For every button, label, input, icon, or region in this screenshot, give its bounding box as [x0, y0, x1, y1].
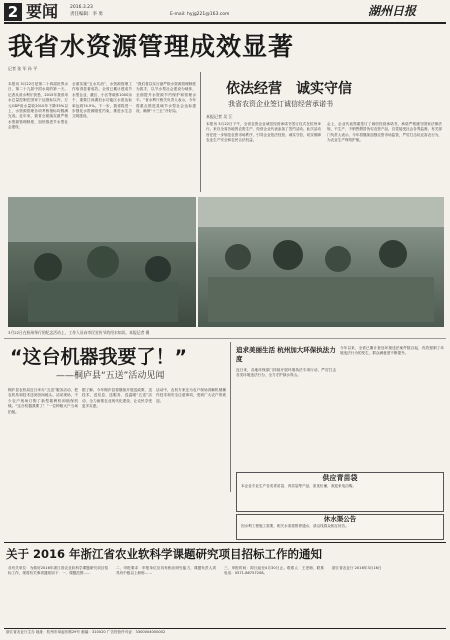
- footer-text: 浙江省农业厅主办 地址：杭州市凤起东路29号 邮编：310020 广告经营许可证：3300004000002: [6, 630, 166, 634]
- article-1-photo-left: [8, 197, 196, 327]
- article-4-headline: 追求美丽生活 杭州加大环保执法力度: [236, 346, 336, 363]
- article-1-col-1: 本报讯 3月22日是第二十四届世界水日，第二十九届中国水周的第一天。记者从省水利厅获悉，2015年我省用水总量控制在国家下达指标以内，万元GDP用水量较2010年下降35%以上，水资源管理各项考核指标均圆满完成。近年来，我省全面落实最严格水资源管理制度，加快推进节水型社会建设，: [8, 82, 68, 130]
- article-2-byline: 本报记者 吴 江: [206, 114, 233, 119]
- article-2-subheadline: 我省农资企业签订诚信经营承诺书: [228, 100, 333, 108]
- editor-line: 责任编辑：李 勇: [70, 12, 103, 17]
- article-3-headline: “这台机器我要了！”: [10, 346, 187, 368]
- bottom-notice-col-2: 二、申报要求：申报单位应具有相应研究能力，课题负责人须具有中级以上职称……: [116, 566, 216, 576]
- article-3-col-1: 桐庐县农机局近日举办“五送”服务活动，把农机具和技术送到田间地头。活动现场，不少农户现场订购了新型插秧机和植保机械。“这台机器我要了！”一位种粮大户当场拍板。: [8, 388, 78, 414]
- article-1-photo-caption: 3月22日在杭州举行的纪念活动上，工作人员向市民宣传节约用水知识。本报记者 摄: [8, 330, 150, 335]
- article-3-col-3: 活动中，农机专家还为农户现场讲解机械操作技术和安全注意事项，受到广大农户的欢迎。: [156, 388, 226, 403]
- article-1-col-3: “我们将以实行最严格水资源管理制度为抓手，以节水型社会建设为载体，全面提升水资源节约保护和管理水平。”省水利厅相关负责人表示，今年将重点推进县域节水型社会达标建设，确保“十三五”开好局。: [136, 82, 196, 114]
- article-1-headline: 我省水资源管理成效显著: [8, 32, 295, 61]
- bottom-notice-headline: 关于 2016 年浙江省农业软科学课题研究项目招标工作的通知: [6, 547, 323, 561]
- issue-date: 2016.3.23: [70, 5, 93, 10]
- article-4-col-1: 连日来，各地环保部门持续开展环境执法专项行动，严厉打击各类环境违法行为，全力守护绿水青山。: [236, 368, 336, 378]
- bottom-notice-col-4: 浙江省农业厅 2016年3月16日: [332, 566, 382, 570]
- article-1-col-2: 全面实施“五水共治”，水资源管理工作取得显著成效。全省已累计建成节水型企业、灌区、小区等载体1000余个，重要江河湖泊水功能区水质达标率达到74.5%。下一步，我省将进一步强化水资源刚性约束，推进水生态文明建设。: [72, 82, 132, 119]
- supply-ad-title: 供应青苗袋: [322, 474, 358, 482]
- section-title: 要闻: [26, 2, 59, 21]
- article-1-byline: 记者 张 军 孙 平: [8, 66, 38, 71]
- supply-ad-text: 本企业专业生产各类青苗袋、育苗袋等产品，质优价廉，欢迎来电洽购。: [241, 484, 356, 488]
- newspaper-logo: 湖州日报: [368, 4, 417, 18]
- bottom-notice-col-1: 各有关单位：为做好2016年浙江省农业软科学课题研究项目招标工作，现将有关事项通知如下：一、课题范围……: [8, 566, 108, 576]
- article-3-col-2: 据了解，今年桐庐县将继续开展送政策、送技术、送信息、送服务、送温暖“五送”活动，全力助推农业现代化建设，让农民享受更多实惠。: [82, 388, 152, 409]
- article-2-col-1: 本报讯 3月22日下午，全省农资企业诚信经营承诺书签订仪式在杭州举行。来自全省各地的农资生产、经营企业代表参加了签约活动。此次活动旨在进一步规范农资市场秩序，引导企业依法经营、诚实守信，切实保障农业生产安全和农民合法权益。: [206, 122, 321, 143]
- bottom-notice-col-3: 三、申报时间：即日起至4月30日止。联系人：王老师，联系电话：0571-86757208。: [224, 566, 324, 576]
- notice-ad: [236, 514, 444, 540]
- notice-ad-text: 因水利工程施工需要，相关水渠将暂停通水，请沿线群众相互转告。: [241, 524, 349, 528]
- supply-ad: [236, 472, 444, 512]
- article-1-photo-right: [198, 197, 444, 327]
- email-line: E-mail: hyjg221@163.com: [170, 12, 230, 17]
- notice-ad-title: 休水渠公告: [323, 515, 357, 523]
- article-4-col-2: 今年以来，全省已累计查处环境违法案件数百起，有效遏制了环境违法行为的发生，群众满意度不断提升。: [340, 346, 444, 356]
- article-2-col-2: 会上，企业代表郑重签订了诚信经营承诺书，承诺严格遵守国家法律法规，不生产、不销售假冒伪劣农资产品，自觉接受社会各界监督。有关部门负责人表示，今年将继续加强农资市场监管，严厉打击坑农害农行为，为农业生产保驾护航。: [327, 122, 442, 143]
- article-2-headline: 依法经营 诚实守信: [226, 81, 352, 97]
- page-number: 2: [4, 3, 22, 21]
- article-3-subheadline: ——桐庐县“五送”活动见闻: [56, 371, 165, 381]
